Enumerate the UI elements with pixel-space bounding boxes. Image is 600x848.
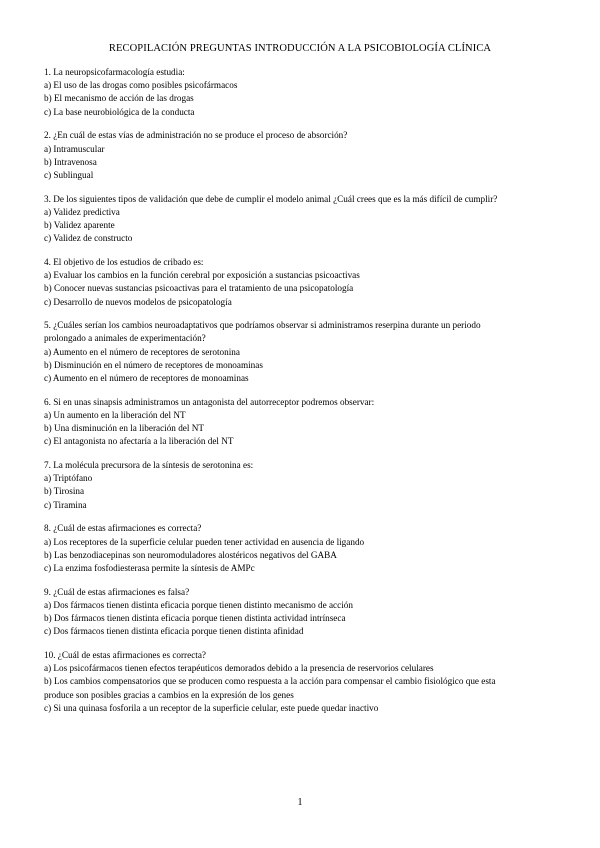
page-number: 1 [297, 797, 303, 808]
option-a: a) Intramuscular [44, 143, 105, 154]
question-8 [44, 522, 567, 575]
option-b: b) Las benzodiacepinas son neuromoduladores alostéricos negativos del GABA [44, 549, 337, 560]
option-a: a) Los receptores de la superficie celular pueden tener actividad en ausencia de ligando [44, 536, 365, 547]
question-4 [44, 256, 567, 309]
option-b: b) Dos fármacos tienen distinta eficacia porque tienen distinta actividad intrínseca [44, 613, 346, 624]
question-text: 7. La molécula precursora de la síntesis de serotonina es: [44, 460, 254, 471]
question-text-line-1: 5. ¿Cuáles serían los cambios neuroadaptativos que podríamos observar si administramos reserpina durante un periodo [44, 320, 481, 331]
question-text: 4. El objetivo de los estudios de cribado es: [44, 256, 204, 267]
option-c: c) La base neurobiológica de la conducta [44, 106, 195, 117]
option-c: c) Dos fármacos tienen distinta eficacia porque tienen distinta afinidad [44, 626, 304, 637]
question-text: 9. ¿Cuál de estas afirmaciones es falsa? [44, 586, 190, 597]
question-10 [44, 649, 567, 715]
option-c: c) El antagonista no afectaría a la liberación del NT [44, 436, 234, 447]
option-a: a) Validez predictiva [44, 206, 120, 217]
option-b: b) Intravenosa [44, 156, 97, 167]
option-c: c) Validez de constructo [44, 233, 133, 244]
option-b: b) Una disminución en la liberación del NT [44, 423, 204, 434]
option-b: b) El mecanismo de acción de las drogas [44, 93, 194, 104]
option-c: c) Tiramina [44, 499, 87, 510]
question-7 [44, 459, 567, 512]
question-1 [44, 66, 567, 119]
option-c: c) Desarrollo de nuevos modelos de psicopatología [44, 296, 232, 307]
option-b: b) Validez aparente [44, 220, 115, 231]
option-a: a) Dos fármacos tienen distinta eficacia porque tienen distinto mecanismo de acción [44, 599, 353, 610]
option-b: b) Tirosina [44, 486, 85, 497]
document-title: RECOPILACIÓN PREGUNTAS INTRODUCCIÓN A LA PSICOBIOLOGÍA CLÍNICA [108, 43, 492, 54]
option-a: a) Evaluar los cambios en la función cerebral por exposición a sustancias psicoactivas [44, 270, 360, 281]
question-text-line-2: prolongado a animales de experimentación? [44, 333, 206, 344]
question-list [44, 66, 567, 726]
question-text: 6. Si en unas sinapsis administramos un antagonista del autorreceptor podremos observar: [44, 396, 375, 407]
question-6 [44, 396, 567, 449]
question-5 [44, 319, 567, 385]
option-a: a) Los psicofármacos tienen efectos terapéuticos demorados debido a la presencia de reservorios celulares [44, 663, 434, 674]
option-b: b) Conocer nuevas sustancias psicoactivas para el tratamiento de una psicopatología [44, 283, 354, 294]
question-9 [44, 586, 567, 639]
option-c: c) La enzima fosfodiesterasa permite la síntesis de AMPc [44, 563, 255, 573]
question-text: 10. ¿Cuál de estas afirmaciones es correcta? [44, 650, 206, 661]
question-text: 3. De los siguientes tipos de validación que debe de cumplir el modelo animal ¿Cuál crees que es la más difícil de cumplir? [44, 193, 498, 204]
option-a: a) Un aumento en la liberación del NT [44, 409, 186, 420]
option-a: a) Triptófano [44, 473, 93, 484]
question-text: 8. ¿Cuál de estas afirmaciones es correcta? [44, 523, 202, 534]
question-text: 2. ¿En cuál de estas vías de administración no se produce el proceso de absorción? [44, 130, 348, 141]
option-b-line-2: produce son posibles gracias a cambios en la expresión de los genes [44, 689, 294, 700]
option-c: c) Sublingual [44, 169, 94, 180]
option-b-line-1: b) Los cambios compensatorios que se producen como respuesta a la acción para compensar el cambio fisiológico que esta [44, 676, 496, 687]
option-a: a) Aumento en el número de receptores de serotonina [44, 346, 240, 357]
question-3 [44, 193, 567, 246]
option-c: c) Si una quinasa fosforila a un receptor de la superficie celular, este puede quedar inactivo [44, 702, 379, 713]
option-c: c) Aumento en el número de receptores de monoaminas [44, 373, 249, 384]
option-b: b) Disminución en el número de receptores de monoaminas [44, 359, 263, 370]
option-a: a) El uso de las drogas como posibles psicofármacos [44, 80, 238, 91]
question-text: 1. La neuropsicofarmacología estudia: [44, 67, 185, 77]
question-2 [44, 129, 567, 182]
